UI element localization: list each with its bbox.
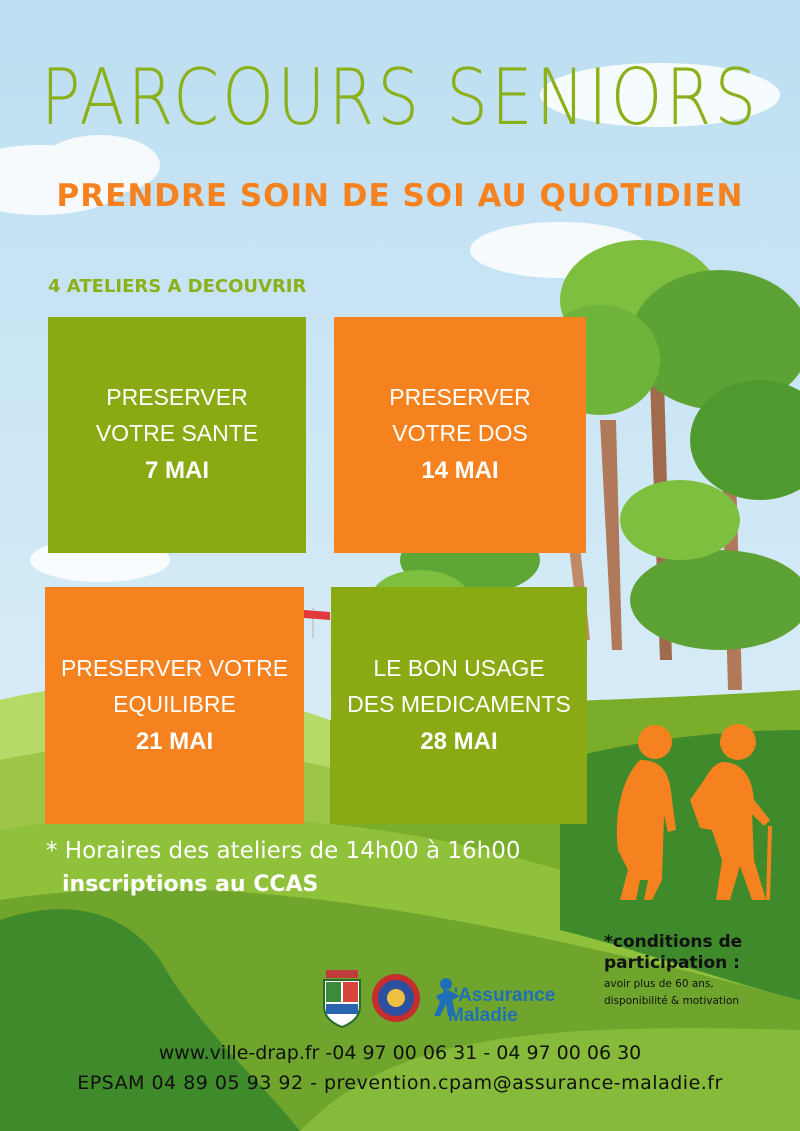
assurance-maladie-wordmark	[442, 986, 555, 1026]
workshop-tile-medicaments	[331, 587, 587, 824]
workshop-tile-sante	[48, 317, 306, 553]
drap-coat-of-arms-icon	[320, 970, 364, 1028]
assurance-maladie-line2: Maladie	[448, 1005, 518, 1026]
hours-note: * Horaires des ateliers de 14h00 à 16h00	[46, 838, 521, 864]
conditions-line: disponibilité & motivation	[604, 995, 740, 1007]
ateliers-count-label: 4 ATELIERS A DECOUVRIR	[48, 276, 307, 297]
workshop-title-line1: PRESERVER	[106, 384, 248, 410]
ccas-seal-icon	[370, 972, 422, 1024]
workshop-date: 14 MAI	[421, 457, 499, 484]
conditions-line: avoir plus de 60 ans,	[604, 978, 714, 990]
workshop-title-line2: VOTRE SANTE	[95, 420, 259, 446]
page-subtitle: PRENDRE SOIN DE SOI AU QUOTIDIEN	[56, 178, 744, 214]
workshop-date: 28 MAI	[420, 727, 498, 755]
workshop-title-line2: VOTRE DOS	[392, 420, 528, 446]
page-title: PARCOURS SENIORS	[40, 52, 760, 143]
workshop-date: 7 MAI	[144, 457, 209, 484]
inscriptions-note: inscriptions au CCAS	[62, 872, 319, 897]
conditions-title: *conditions de participation :	[604, 932, 743, 973]
contact-line-epsam: EPSAM 04 89 05 93 92 - prevention.cpam@assurance-maladie.fr	[77, 1072, 723, 1094]
workshop-title-line1: PRESERVER	[389, 384, 531, 410]
participation-conditions	[604, 932, 794, 1010]
workshop-date: 21 MAI	[135, 727, 214, 755]
workshop-title-line2: EQUILIBRE	[113, 690, 236, 717]
workshop-title-line1: LE BON USAGE	[373, 654, 545, 681]
workshop-title-line1: PRESERVER VOTRE	[60, 654, 289, 681]
workshop-title-line2: DES MEDICAMENTS	[347, 690, 571, 717]
assurance-maladie-line1: L'Assurance	[442, 985, 556, 1006]
contact-line-ville: www.ville-drap.fr -04 97 00 06 31 - 04 97 00 06 30	[158, 1042, 642, 1064]
workshop-tile-equilibre	[45, 587, 304, 824]
workshop-tile-dos	[334, 317, 586, 553]
